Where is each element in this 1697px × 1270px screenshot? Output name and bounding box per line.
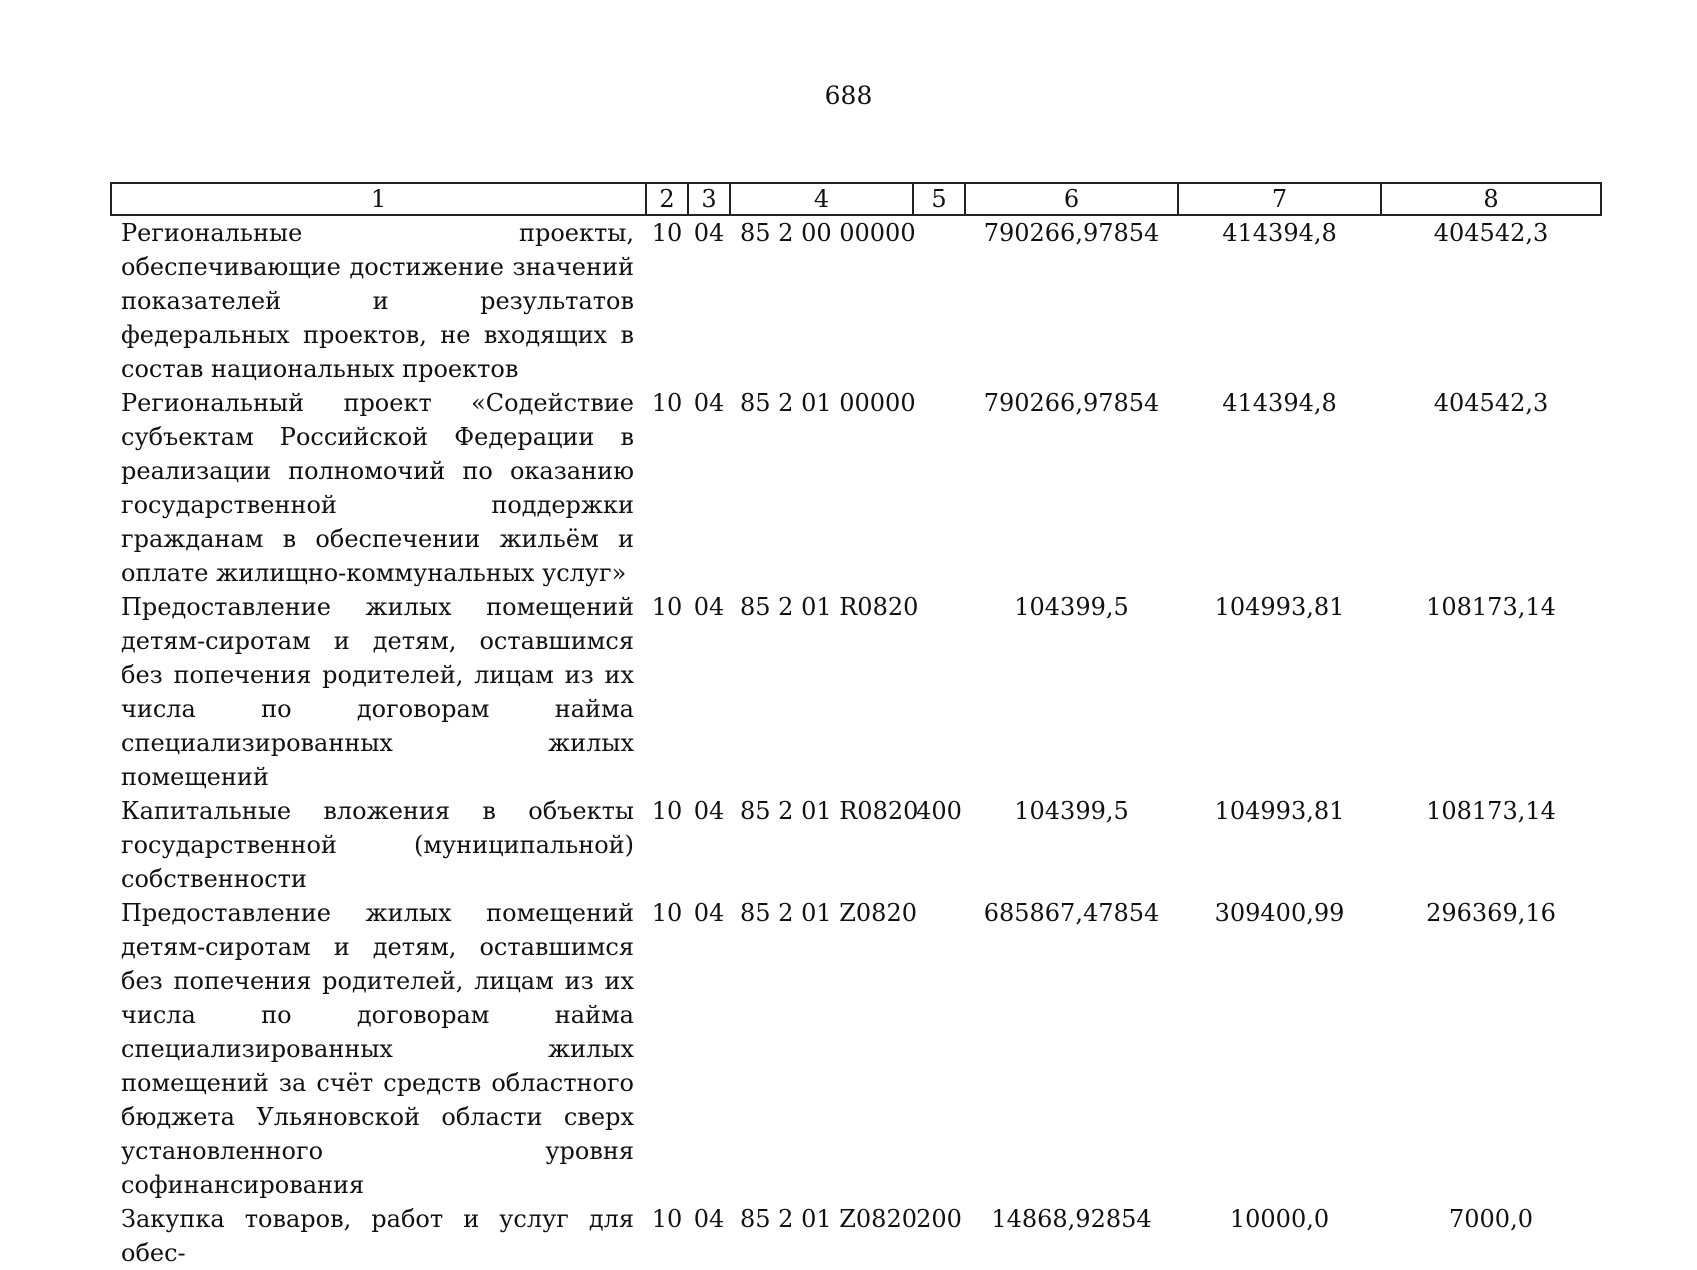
- row-amount-col7: 104993,81: [1214, 593, 1345, 621]
- row-amount-col8: 7000,0: [1449, 1205, 1533, 1233]
- row-subsection-code: 04: [693, 1205, 725, 1233]
- row-amount-col8: 404542,3: [1433, 389, 1549, 417]
- row-name: Региональный проект «Содействие субъектам Российской Федерации в реализации полномочий по оказанию государственной поддержки гражданам в обеспечении жильём и оплате жилищно-коммунальных услуг»: [121, 389, 634, 587]
- row-target-article-code: 85 2 01 R0820: [740, 593, 919, 621]
- table-row: [111, 215, 1601, 386]
- row-target-article-code: 85 2 00 00000: [740, 219, 916, 247]
- row-expense-type-code: [913, 386, 965, 590]
- row-expense-type-code: [913, 896, 965, 1202]
- row-name: Закупка товаров, работ и услуг для обес-: [121, 1205, 634, 1267]
- row-amount-col6: 790266,97854: [983, 219, 1160, 247]
- column-header-3: 3: [688, 183, 730, 215]
- row-target-article-code: 85 2 01 00000: [740, 389, 916, 417]
- budget-table: [110, 182, 1602, 1270]
- table-row: [111, 590, 1601, 794]
- table-row: [111, 386, 1601, 590]
- row-section-code: 10: [651, 593, 683, 621]
- row-amount-col6: 790266,97854: [983, 389, 1160, 417]
- column-header-6: 6: [965, 183, 1178, 215]
- row-subsection-code: 04: [693, 389, 725, 417]
- row-name: Предоставление жилых помещений детям-сиротам и детям, оставшимся без попечения родителей, лицам из их числа по договорам найма специализированных жилых помещений: [121, 593, 634, 791]
- row-expense-type-code: [913, 215, 965, 386]
- row-section-code: 10: [651, 219, 683, 247]
- row-amount-col7: 414394,8: [1222, 389, 1337, 417]
- column-number-header-row: [111, 183, 1601, 215]
- row-section-code: 10: [651, 899, 683, 927]
- page-number: 688: [824, 81, 873, 110]
- row-subsection-code: 04: [693, 797, 725, 825]
- row-section-code: 10: [651, 1205, 683, 1233]
- row-amount-col7: 309400,99: [1214, 899, 1345, 927]
- column-header-5: 5: [913, 183, 965, 215]
- table-row: [111, 896, 1601, 1202]
- column-header-2: 2: [646, 183, 688, 215]
- column-header-1: 1: [111, 183, 646, 215]
- row-amount-col7: 104993,81: [1214, 797, 1345, 825]
- row-subsection-code: 04: [693, 593, 725, 621]
- row-name: Капитальные вложения в объекты государственной (муниципальной) собственности: [121, 797, 634, 893]
- table-row: [111, 1202, 1601, 1270]
- row-amount-col6: 14868,92854: [991, 1205, 1152, 1233]
- row-amount-col6: 685867,47854: [983, 899, 1160, 927]
- row-amount-col7: 414394,8: [1222, 219, 1337, 247]
- row-target-article-code: 85 2 01 Z0820: [740, 899, 917, 927]
- row-expense-type-code: 200: [916, 1205, 962, 1233]
- row-section-code: 10: [651, 389, 683, 417]
- row-amount-col8: 108173,14: [1426, 797, 1556, 825]
- row-amount-col8: 404542,3: [1433, 219, 1549, 247]
- row-subsection-code: 04: [693, 899, 725, 927]
- column-header-4: 4: [730, 183, 913, 215]
- row-expense-type-code: 400: [916, 797, 962, 825]
- row-subsection-code: 04: [693, 219, 725, 247]
- row-amount-col7: 10000,0: [1229, 1205, 1330, 1233]
- row-name: Региональные проекты, обеспечивающие достижение значений показателей и результатов федеральных проектов, не входящих в состав национальных проектов: [121, 219, 634, 383]
- row-name: Предоставление жилых помещений детям-сиротам и детям, оставшимся без попечения родителей, лицам из их числа по договорам найма специализированных жилых помещений за счёт средств областного бюджета Ульяновской области сверх установленного уровня софинансирования: [121, 899, 634, 1199]
- row-amount-col6: 104399,5: [1014, 797, 1129, 825]
- column-header-7: 7: [1178, 183, 1381, 215]
- row-target-article-code: 85 2 01 Z0820: [740, 1205, 917, 1233]
- row-amount-col8: 108173,14: [1426, 593, 1556, 621]
- table-row: [111, 794, 1601, 896]
- row-amount-col6: 104399,5: [1014, 593, 1129, 621]
- row-target-article-code: 85 2 01 R0820: [740, 797, 919, 825]
- column-header-8: 8: [1381, 183, 1601, 215]
- row-section-code: 10: [651, 797, 683, 825]
- row-expense-type-code: [913, 590, 965, 794]
- row-amount-col8: 296369,16: [1426, 899, 1556, 927]
